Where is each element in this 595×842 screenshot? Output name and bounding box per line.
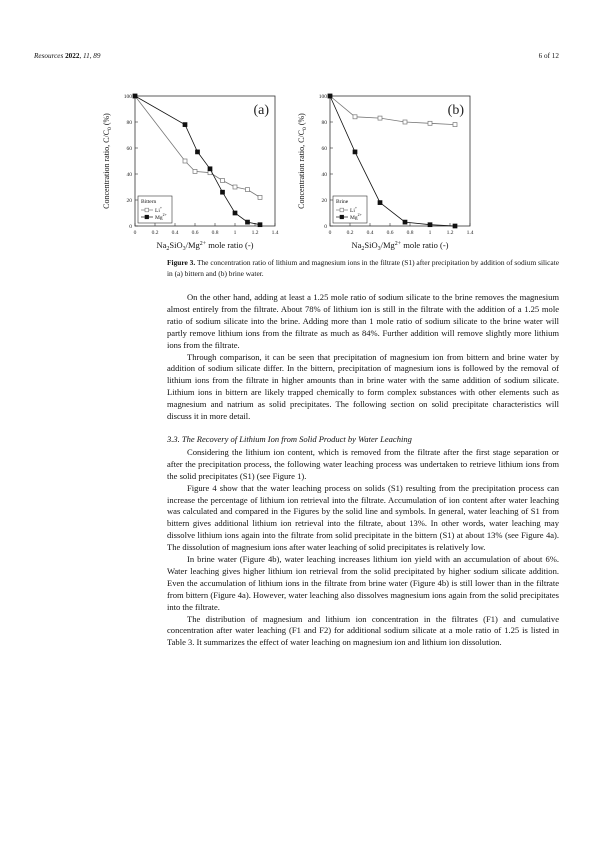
chart-panel-a — [102, 94, 279, 250]
legend-marker — [340, 208, 344, 212]
legend-marker — [145, 215, 149, 219]
x-tick-label: 1.2 — [446, 230, 454, 236]
y-tick-label: 60 — [321, 146, 327, 152]
data-point — [233, 185, 237, 189]
data-point — [233, 211, 237, 215]
data-point — [453, 123, 457, 127]
paragraph: On the other hand, adding at least a 1.25 mole ratio of sodium silicate to the brine removes the magnesium almost entirely from the filtrate. About 78% of lithium ion is still in the filtrate with the addition of a 1.25 mole ratio of sodium silicate into the brine. Adding more than 1 mole ratio of sodium silicate to the brine water will partly remove lithium ions from the filtrate as much as 84%. Further addition will remove slightly more lithium ions from the filtrate. — [167, 292, 559, 350]
x-tick-label: 0 — [328, 230, 332, 236]
x-tick-label: 1.4 — [466, 230, 474, 236]
data-point — [183, 159, 187, 163]
journal-year: 2022 — [65, 52, 80, 60]
series-line-li — [135, 96, 260, 197]
caption-text: The concentration ratio of lithium and magnesium ions in the filtrate (S1) after precipitation by addition of sodium silicate in (a) bittern and (b) brine water. — [167, 258, 559, 278]
legend-title: Brine — [336, 199, 349, 205]
page-number: 6 of 12 — [538, 52, 559, 60]
data-point — [221, 179, 225, 183]
data-point — [403, 120, 407, 124]
y-tick-label: 40 — [321, 172, 327, 178]
y-tick-label: 20 — [126, 198, 132, 204]
paragraph: Considering the lithium ion content, which is removed from the filtrate after the first stage separation or after the precipitation process, the following water leaching process was undertaken to retrieve lithium ions from the solid precipitates (S1) (see Figure 1). — [167, 446, 559, 481]
y-tick-label: 80 — [321, 120, 327, 126]
data-point — [378, 201, 382, 205]
data-point — [328, 94, 332, 98]
y-tick-label: 0 — [129, 224, 132, 230]
y-axis-label: Concentration ratio, $C/C_0$ (%) — [102, 113, 113, 209]
data-point — [193, 169, 197, 173]
data-point — [246, 220, 250, 224]
x-tick-label: 0.6 — [191, 230, 199, 236]
y-tick-label: 20 — [321, 198, 327, 204]
data-point — [353, 150, 357, 154]
x-tick-label: 0.2 — [151, 230, 159, 236]
body-text — [167, 292, 559, 649]
data-point — [428, 121, 432, 125]
data-point — [246, 188, 250, 192]
paragraph: The distribution of magnesium and lithium ion concentration in the filtrates (F1) and cumulative concentration after water leaching (F1 and F2) for additional sodium silicate at a mole ratio of 1.25 is listed in Table 3. It summarizes the effect of water leaching on magnesium ion and lithium ion dissolution. — [167, 613, 559, 648]
data-point — [133, 94, 137, 98]
figure-caption — [167, 258, 559, 279]
data-point — [378, 116, 382, 120]
y-tick-label: 100 — [318, 94, 327, 100]
legend-marker — [145, 208, 149, 212]
data-point — [258, 195, 262, 199]
x-tick-label: 0.4 — [366, 230, 374, 236]
y-tick-label: 0 — [324, 224, 327, 230]
x-axis-label: $Na_2SiO_3/Mg^{2+}$ mole ratio (-) — [351, 240, 449, 250]
y-tick-label: 60 — [126, 146, 132, 152]
paragraph: Figure 4 show that the water leaching process on solids (S1) resulting from the precipitation process can increase the percentage of lithium ion retrieval into the filtrate. Accumulation of ion content after water leaching was calculated and compared in the Figures by the solid line and symbols. In general, water leaching of S1 from bittern gives additional lithium ion retrieval into the filtrate, about 13%. In other words, water leaching may dissolve lithium ions again into the filtrate from solid precipitate in the bittern (S1) at about 13% (see Figure 4a). The dissolution of magnesium ions after water leaching of solid precipitates is relatively low. — [167, 482, 559, 553]
x-tick-label: 1 — [428, 230, 432, 236]
data-point — [221, 190, 225, 194]
data-point — [183, 123, 187, 127]
section-heading: 3.3. The Recovery of Lithium Ion from Solid Product by Water Leaching — [167, 433, 412, 444]
y-axis-label: Concentration ratio, $C/C_0$ (%) — [297, 113, 308, 209]
journal-name: Resources — [34, 52, 64, 60]
x-tick-label: 1.4 — [271, 230, 279, 236]
data-point — [196, 150, 200, 154]
x-tick-label: 0.6 — [386, 230, 394, 236]
data-point — [403, 220, 407, 224]
caption-label: Figure 3. — [167, 258, 196, 267]
data-point — [258, 223, 262, 227]
x-axis-label: $Na_2SiO_3/Mg^{2+}$ mole ratio (-) — [156, 240, 254, 250]
running-header — [34, 52, 100, 60]
panel-label: (b) — [447, 103, 464, 118]
legend-entry: Li+ — [155, 206, 163, 214]
legend-entry: $Mg^{2+}$ — [155, 213, 167, 221]
series-line-li — [330, 96, 455, 125]
paragraph: Through comparison, it can be seen that precipitation of magnesium ion from bittern and brine water by addition of sodium silicate differ. In the bittern, precipitation of magnesium ions is followed by the removal of lithium ions from the filtrate in higher amounts than in brine water with the same addition of sodium silicate. Lithium ions in bittern are likely trapped chemically to form complex substances with other elements such as magnesium and natrium as solid precipitates. The following section on solid precipitate characteristics will discuss it in more detail. — [167, 351, 559, 422]
x-tick-label: 0.2 — [346, 230, 354, 236]
x-tick-label: 0 — [133, 230, 137, 236]
x-tick-label: 1 — [233, 230, 237, 236]
journal-volume: , 11, 89 — [79, 52, 101, 60]
legend-marker — [340, 215, 344, 219]
data-point — [208, 167, 212, 171]
y-tick-label: 100 — [123, 94, 132, 100]
y-tick-label: 80 — [126, 120, 132, 126]
legend-entry: Li+ — [350, 206, 358, 214]
x-tick-label: 0.4 — [171, 230, 179, 236]
data-point — [453, 224, 457, 228]
data-point — [353, 115, 357, 119]
chart-panel-b — [297, 94, 474, 250]
legend-title: Bittern — [141, 199, 157, 205]
panel-label: (a) — [253, 103, 269, 118]
x-tick-label: 1.2 — [251, 230, 259, 236]
x-tick-label: 0.8 — [211, 230, 219, 236]
legend-entry: $Mg^{2+}$ — [350, 213, 362, 221]
paragraph: In brine water (Figure 4b), water leaching increases lithium ion yield with an accumulation of about 6%. Water leaching gives higher lithium ion retrieval from the solid precipitated by higher sodium silicate addition. Even the accumulation of lithium ions in the filtrate from brine water (Figure 4b) is still lower than in the filtrate from bittern (Figure 4a). However, water leaching also dissolves magnesium ions again from the solid precipitates into the filtrate. — [167, 554, 559, 612]
data-point — [428, 223, 432, 227]
y-tick-label: 40 — [126, 172, 132, 178]
figure-3 — [95, 90, 500, 250]
x-tick-label: 0.8 — [406, 230, 414, 236]
